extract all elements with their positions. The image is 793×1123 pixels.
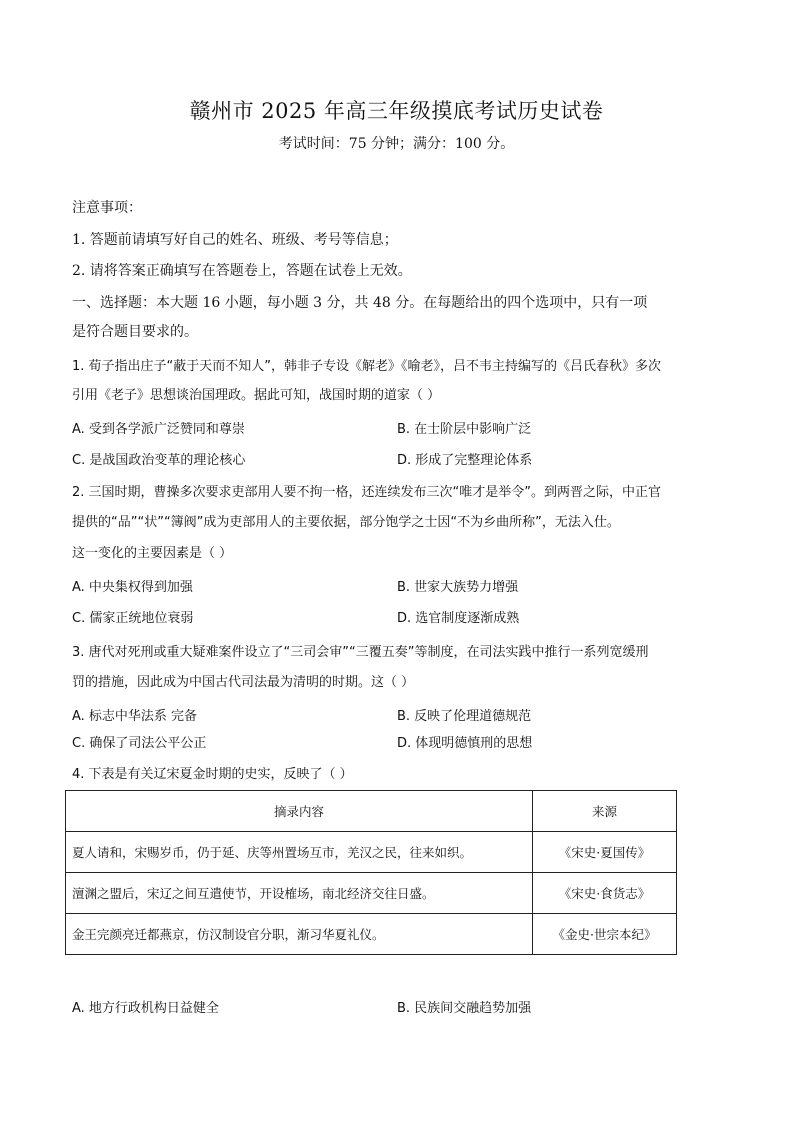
section-heading-cont: 是符合题目要求的。: [72, 324, 198, 340]
table-cell: 金王完颜亮迁都燕京，仿汉制设官分职，渐习华夏礼仪。: [66, 914, 533, 955]
q4-option-b[interactable]: B. 民族间交融趋势加强: [397, 1001, 532, 1016]
note-item: 1. 答题前请填写好自己的姓名、班级、考号等信息；: [72, 232, 398, 248]
source-table: [65, 790, 677, 955]
question-2-stem: 这一变化的主要因素是（ ）: [72, 546, 233, 561]
q3-option-a[interactable]: A. 标志中华法系 完备: [72, 709, 198, 724]
question-3-stem: 3. 唐代对死刑或重大疑难案件设立了“三司会审”“三覆五奏”等制度，在司法实践中推行一系列宽缓刑: [72, 645, 649, 660]
q3-option-b[interactable]: B. 反映了伦理道德规范: [397, 709, 532, 724]
note-item: 2. 请将答案正确填写在答题卷上，答题在试卷上无效。: [72, 263, 412, 279]
table-cell: 夏人请和，宋赐岁币，仍于延、庆等州置场互市，羌汉之民，往来如织。: [66, 832, 533, 873]
notes-heading: 注意事项：: [72, 200, 142, 216]
q3-option-c[interactable]: C. 确保了司法公平公正: [72, 736, 207, 751]
question-3-stem: 罚的措施，因此成为中国古代司法最为清明的时期。这（ ）: [72, 675, 415, 690]
table-row: [66, 832, 677, 873]
q2-option-b[interactable]: B. 世家大族势力增强: [397, 580, 519, 595]
table-cell: 《宋史·夏国传》: [533, 832, 677, 873]
question-2-stem: 2. 三国时期，曹操多次要求吏部用人要不拘一格，还连续发布三次“唯才是举令”。到两晋之际，中正官: [72, 485, 662, 500]
section-heading: 一、选择题：本大题 16 小题，每小题 3 分，共 48 分。在每题给出的四个选项中，只有一项: [72, 295, 648, 311]
table-header: 来源: [533, 791, 677, 832]
table-cell: 《宋史·食货志》: [533, 873, 677, 914]
q1-option-d[interactable]: D. 形成了完整理论体系: [397, 453, 533, 468]
table-row: [66, 873, 677, 914]
table-cell: 澶渊之盟后，宋辽之间互遣使节，开设榷场，南北经济交往日盛。: [66, 873, 533, 914]
question-1-stem: 1. 荀子指出庄子“蔽于天而不知人”，韩非子专设《解老》《喻老》，吕不韦主持编写的《吕氏春秋》多次: [72, 359, 662, 374]
q3-option-d[interactable]: D. 体现明德慎刑的思想: [397, 736, 533, 751]
table-header: 摘录内容: [66, 791, 533, 832]
table-row: [66, 914, 677, 955]
q2-option-d[interactable]: D. 选官制度逐渐成熟: [397, 611, 520, 626]
table-header-row: [66, 791, 677, 832]
q2-option-a[interactable]: A. 中央集权得到加强: [72, 580, 193, 595]
table-cell: 《金史·世宗本纪》: [533, 914, 677, 955]
q4-option-a[interactable]: A. 地方行政机构日益健全: [72, 1001, 219, 1016]
exam-info: 考试时间：75 分钟；满分：100 分。: [278, 136, 515, 152]
question-2-stem: 提供的“品”“状”“簿阀”成为吏部用人的主要依据，部分饱学之士因“不为乡曲所称”，无法入仕。: [72, 515, 620, 530]
q1-option-a[interactable]: A. 受到各学派广泛赞同和尊崇: [72, 422, 245, 437]
q1-option-c[interactable]: C. 是战国政治变革的理论核心: [72, 453, 246, 468]
question-4-stem: 4. 下表是有关辽宋夏金时期的史实，反映了（ ）: [72, 767, 353, 782]
q2-option-c[interactable]: C. 儒家正统地位衰弱: [72, 611, 194, 626]
question-1-stem: 引用《老子》思想谈治国理政。据此可知，战国时期的道家（ ）: [72, 388, 441, 403]
q1-option-b[interactable]: B. 在士阶层中影响广泛: [397, 422, 532, 437]
page-title: 赣州市 2025 年高三年级摸底考试历史试卷: [189, 99, 604, 123]
